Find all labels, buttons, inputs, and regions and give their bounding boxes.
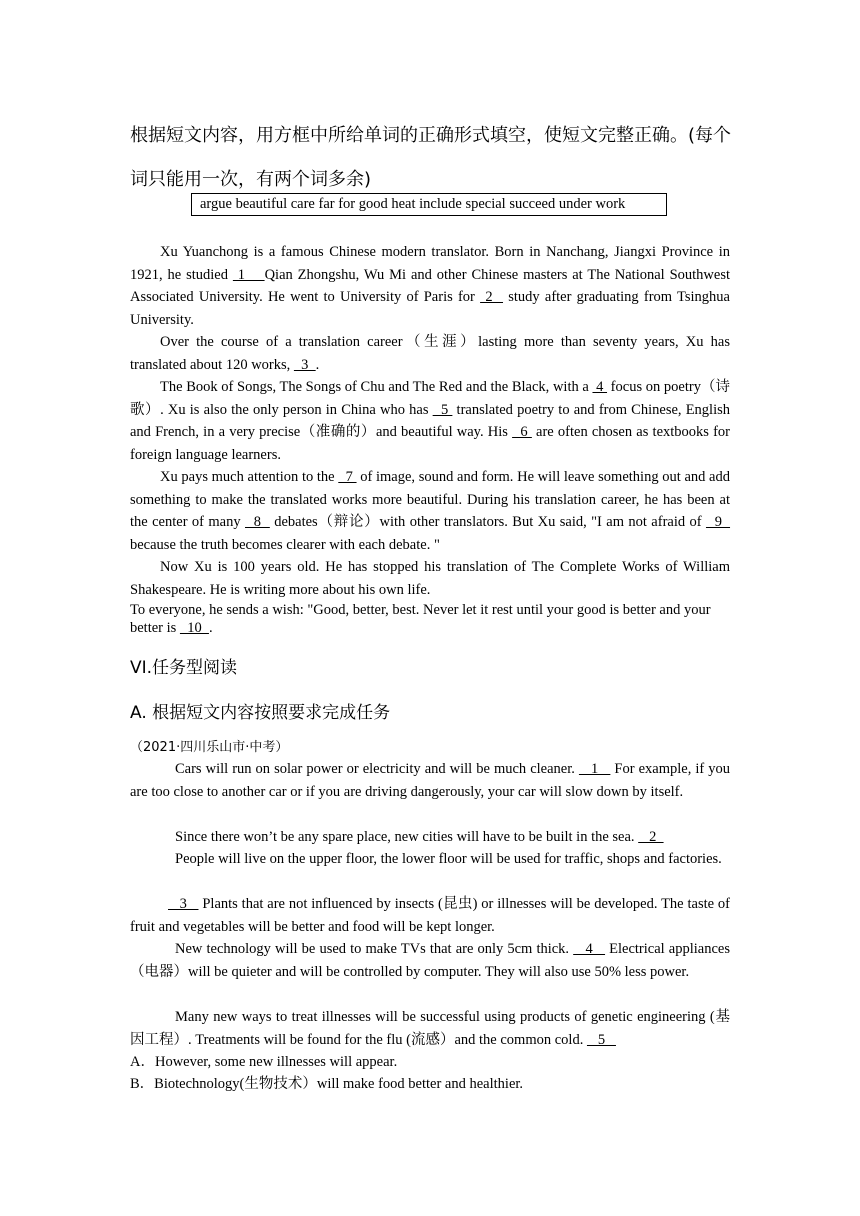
task-blank-5[interactable]: 5 [586,1031,616,1048]
blank-4[interactable]: 4 [592,379,608,395]
instruction-text: 根据短文内容，用方框中所给单词的正确形式填空，使短文完整正确。(每个词只能用一次，有两个词多余) [130,125,732,190]
passage1-paragraph-1: Xu Yuanchong is a famous Chinese modern translator. Born in Nanchang, Jiangxi Province in 1921, he studied 1 Qian Zhongshu, Wu Mi and other Chinese masters at The National Southwest Associated University. He went to University of Paris for 2 study after graduating from Tsinghua University. [130,244,731,328]
passage2-paragraph-3: People will live on the upper floor, the lower floor will be used for traffic, shops and factories. [175,851,722,867]
passage1-paragraph-6: To everyone, he sends a wish: "Good, better, best. Never let it rest until your good is better and your better is 10 . [130,602,711,636]
section-vi-title: VI.任务型阅读 [130,658,238,678]
blank-9[interactable]: 9 [705,514,731,531]
section-a-title: A. 根据短文内容按照要求完成任务 [130,703,391,723]
task-blank-4[interactable]: 4 [573,941,606,957]
passage2-paragraph-5: New technology will be used to make TVs that are only 5cm thick. 4 Electrical appliances（电器）will be quieter and will be controlled by computer. They will also use 50% less power. [130,941,730,980]
passage2-paragraph-1: Cars will run on solar power or electricity and will be much cleaner. 1 For example, if you are too close to another car or if you are driving dangerously, your car will slow down by itself. [130,761,730,800]
blank-10[interactable]: 10 [179,620,209,636]
passage2-paragraph-2: Since there won’t be any spare place, new cities will have to be built in the sea. 2 [175,829,664,845]
blank-3[interactable]: 3 [293,356,316,373]
option-a: A．However, some new illnesses will appear. [130,1054,398,1070]
blank-1[interactable]: 1 [232,266,265,283]
passage2-paragraph-4: 3 Plants that are not influenced by insects (昆虫) or illnesses will be developed. The taste of fruit and vegetables will be better and food will be kept longer. [130,896,730,935]
blank-6[interactable]: 6 [512,424,532,441]
blank-8[interactable]: 8 [245,514,270,531]
task-blank-3[interactable]: 3 [168,896,199,912]
passage1-paragraph-2: Over the course of a translation career（生涯）lasting more than seventy years, Xu has translated about 120 works, 3 . [130,334,730,373]
passage1-paragraph-3: The Book of Songs, The Songs of Chu and The Red and the Black, with a 4 focus on poetry（诗歌）. Xu is also the only person in China who has 5 translated poetry to and from Chinese, English and French, in a very precise（准确的）and beautiful way. His 6 are often chosen as textbooks for foreign language learners. [130,379,731,463]
task-blank-2[interactable]: 2 [638,829,664,845]
blank-5[interactable]: 5 [432,401,453,418]
blank-7[interactable]: 7 [338,469,357,485]
word-box: argue beautiful care far for good heat include special succeed under work [191,193,667,216]
passage1-paragraph-5: Now Xu is 100 years old. He has stopped his translation of The Complete Works of William Shakespeare. He is writing more about his own life. [130,559,730,598]
passage2-paragraph-6: Many new ways to treat illnesses will be successful using products of genetic engineering (基因工程）. Treatments will be found for the flu (流感）and the common cold. 5 [130,1009,730,1048]
blank-2[interactable]: 2 [480,289,504,306]
option-b: B．Biotechnology(生物技术）will make food better and healthier. [130,1076,524,1092]
source-label: （2021·四川乐山市·中考） [130,740,289,755]
passage1-paragraph-4: Xu pays much attention to the 7 of image, sound and form. He will leave something out and add something to make the translated works more beautiful. During his translation career, he has been at the center of many 8 debates（辩论）with other translators. But Xu said, "I am not afraid of 9 because the truth becomes clearer with each debate. " [130,469,731,553]
task-blank-1[interactable]: 1 [578,761,611,777]
